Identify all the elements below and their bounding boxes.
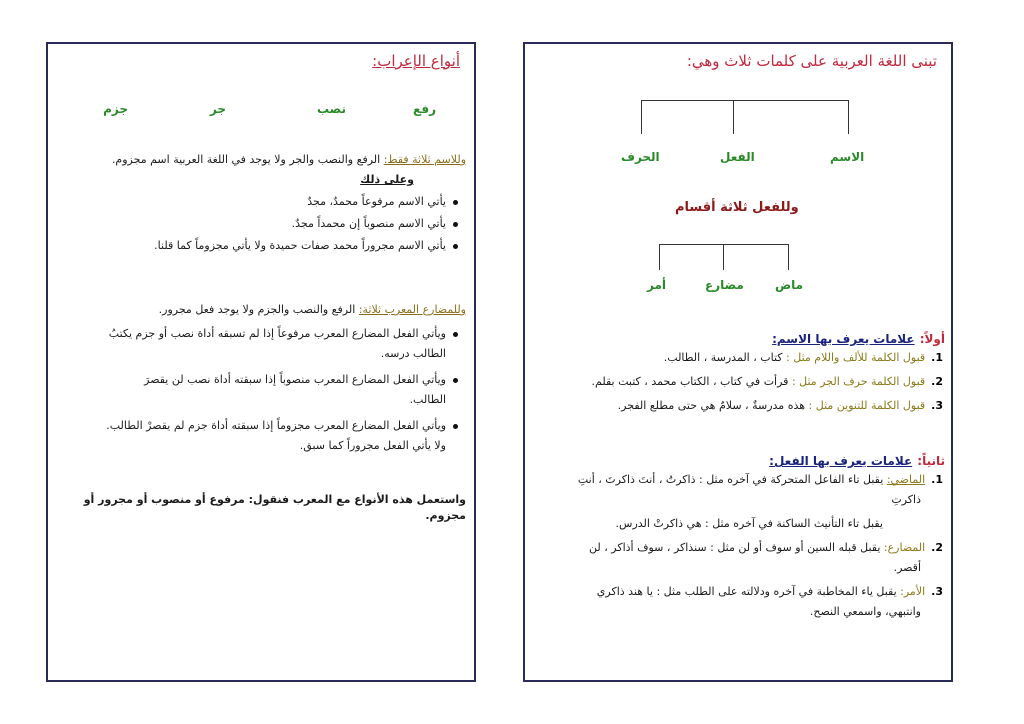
list-item: ويأتي الفعل المضارع المعرب مجزوماً إذا سبقته أداة جزم لم يقصرْ الطالب. ولا يأتي الفعل مجروراً كما سبق.	[56, 418, 466, 454]
left-page	[46, 42, 476, 682]
tree-branch	[641, 100, 642, 134]
verb-parts-title: وللفعل ثلاثة أقسام	[675, 200, 799, 215]
tree-bar	[659, 244, 789, 245]
right-page	[523, 42, 953, 682]
verb-intro-text: الرفع والنصب والجزم ولا يوجد فعل مجرور.	[158, 303, 356, 316]
verb-imperative: أمر	[647, 278, 667, 292]
left-title: أنواع الإعراب:	[372, 52, 460, 70]
tree-bar	[641, 100, 849, 101]
list-item: 1.الماضي: يقبل تاء الفاعل المتحركة في آخره مثل : ذاكرتُ ، أنتَ ذاكرتَ ، أنتِ ذاكرتِ يقبل تاء التأنيث الساكنة في آخره مثل : هي ذاكرتْ الدرس.	[577, 473, 943, 530]
noun-intro-text: الرفع والنصب والجر ولا يوجد في اللغة العربية اسم مجزوم.	[111, 153, 381, 166]
type-raf: رفع	[413, 102, 436, 116]
list-item: ويأتي الفعل المضارع المعرب منصوباً إذا سبقته أداة نصب لن يقصرَ الطالب.	[56, 372, 466, 408]
list-item: 2.قبول الكلمة حرف الجر مثل : قرأت في كتاب ، الكتاب محمد ، كتبت بقلم.	[591, 375, 943, 388]
verb-past: ماض	[775, 278, 804, 292]
list-item: ويأتي الفعل المضارع المعرب مرفوعاً إذا لم تسبقه أداة نصب أو جزم يكتبُ الطالب درسه.	[56, 326, 466, 362]
tree-branch	[659, 244, 660, 270]
word-verb: الفعل	[720, 150, 755, 164]
list-item: يأتي الاسم منصوباً إن محمداً مجدٌ.	[56, 216, 466, 232]
right-title: تبنى اللغة العربية على كلمات ثلاث وهي:	[686, 52, 937, 70]
noun-bullets	[56, 194, 466, 254]
verb-intro	[56, 302, 466, 318]
type-nasb: نصب	[316, 102, 346, 116]
list-item: 3.قبول الكلمة للتنوين مثل : هذه مدرسةٌ ، سلامٌ هي حتى مطلع الفجر.	[617, 399, 943, 412]
noun-section-heading: أولاً: علامات يعرف بها الاسم:	[772, 332, 945, 346]
list-item: 1.قبول الكلمة للألف واللام مثل : كتاب ، المدرسة ، الطالب.	[663, 351, 943, 364]
closing-text: واستعمل هذه الأنواع مع المعرب فنقول: مرفوع أو منصوب أو مجرور أو مجزوم.	[83, 493, 466, 522]
tree-branch	[848, 100, 849, 134]
word-particle: الحرف	[621, 150, 660, 164]
verb-present: مضارع	[705, 278, 744, 292]
verb-signs-list	[533, 472, 943, 620]
tree-branch	[788, 244, 789, 270]
noun-intro-label: وللاسم ثلاثة فقط:	[383, 153, 466, 166]
noun-intro	[56, 152, 466, 168]
list-item: 3.الأمر: يقبل ياء المخاطبة في آخره ودلالته على الطلب مثل : يا هند ذاكري وانتبهي، واسمعي النصح.	[596, 585, 943, 618]
noun-signs-list	[533, 350, 943, 414]
verb-section-heading: ثانياً: علامات يعرف بها الفعل:	[769, 454, 945, 468]
tree-branch	[723, 244, 724, 270]
tree-branch	[733, 100, 734, 134]
verb-intro-label: وللمضارع المعرب ثلاثة:	[358, 303, 466, 316]
list-item: 2.المضارع: يقبل قبله السين أو سوف أو لن مثل : سنذاكر ، سوف أذاكر ، لن أقصر.	[589, 541, 943, 574]
type-jarr: جر	[209, 102, 226, 116]
type-jazm: جزم	[103, 102, 128, 116]
word-noun: الاسم	[830, 150, 865, 164]
list-item: يأتي الاسم مرفوعاً محمدٌ، مجدٌ	[56, 194, 466, 210]
verb-bullets	[56, 326, 466, 454]
on-that: وعلى ذلك	[360, 173, 414, 186]
list-item: يأتي الاسم مجروراً محمد صفات حميدة ولا يأتي مجزوماً كما قلنا.	[56, 238, 466, 254]
